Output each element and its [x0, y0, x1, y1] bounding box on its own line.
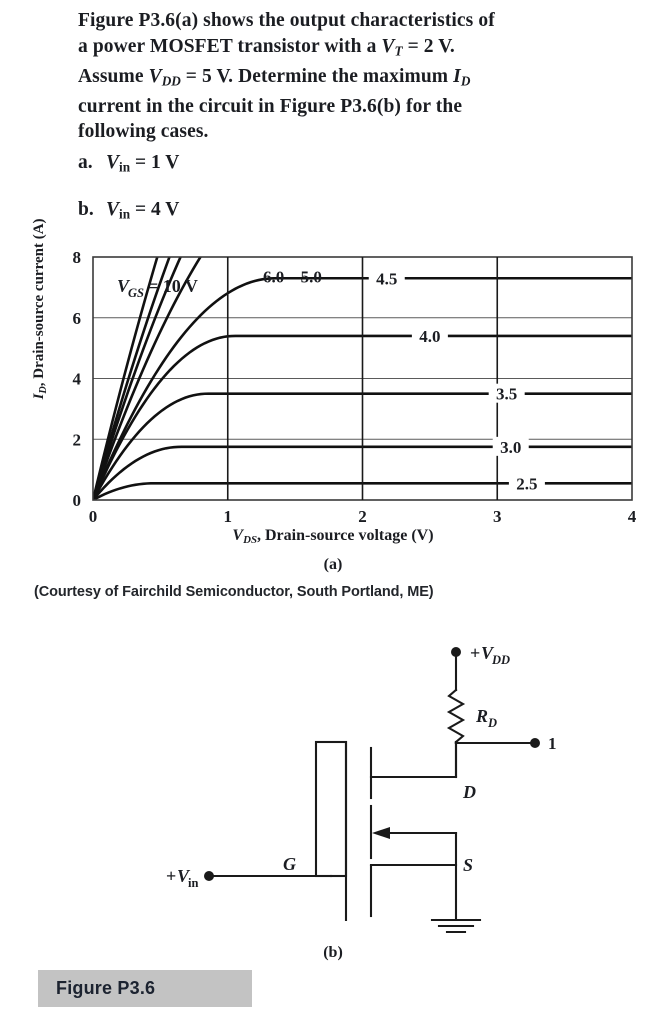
curve-label-4.0: 4.0: [419, 326, 441, 346]
xtick-label-2: 2: [358, 507, 367, 526]
x-axis-rest: , Drain-source voltage (V): [257, 527, 434, 544]
vdd-terminal-dot: [451, 647, 461, 657]
xtick-label-3: 3: [493, 507, 502, 526]
choice-a-value: = 1 V: [130, 152, 180, 173]
node1-terminal-dot: [530, 738, 540, 748]
panel-a-label: (a): [323, 556, 343, 573]
y-axis-rest: , Drain-source current (A): [31, 218, 48, 387]
curve-label-2.5: 2.5: [516, 474, 538, 494]
vdd-symbol: V: [148, 65, 162, 87]
mosfet-circuit-diagram: [0, 630, 666, 940]
chart-curve-labels: [263, 268, 545, 494]
ytick-label-6: 6: [72, 308, 81, 328]
source-terminal-label: S: [463, 855, 474, 875]
ytick-label-0: 0: [72, 491, 81, 510]
choice-a-var-sub: in: [119, 159, 131, 175]
y-axis-var-sub: D: [37, 386, 49, 394]
panel-b-label: (b): [323, 944, 343, 961]
curve-label-6.0: 6.0: [262, 267, 285, 287]
chart-credit-line: (Courtesy of Fairchild Semiconductor, South Portland, ME): [34, 584, 434, 600]
chart-ytick-labels: [73, 248, 82, 510]
rd-label-sub: D: [488, 716, 498, 730]
xtick-label-0: 0: [88, 507, 98, 526]
choice-b-var: V: [106, 198, 120, 220]
curve-label-4.5: 4.5: [376, 269, 398, 289]
id-subscript: D: [460, 73, 471, 89]
gate-box: [316, 742, 346, 876]
vin-terminal-dot: [204, 871, 214, 881]
choice-a: [78, 152, 498, 178]
vin-label-sub: in: [188, 876, 199, 890]
problem-line-3-mid: = 5 V. Determine the maximum: [180, 65, 454, 87]
vin-label-var: V: [177, 866, 190, 886]
vdd-label-var: V: [481, 643, 494, 663]
vin-label-sign: +: [166, 866, 177, 886]
problem-line-2-text: a power MOSFET transistor with a: [78, 35, 382, 57]
problem-line-5: following cases.: [78, 121, 209, 143]
id-symbol: I: [453, 65, 461, 87]
vgs-annotation-value: = 10 V: [148, 276, 198, 296]
figure-caption-text: Figure P3.6: [56, 978, 156, 998]
choice-a-letter: a.: [78, 152, 93, 173]
choice-b-letter: b.: [78, 198, 94, 220]
xtick-label-1: 1: [223, 507, 232, 526]
x-axis-var: V: [232, 527, 244, 544]
figure-caption-bar: [38, 970, 252, 1007]
drain-terminal-label: D: [463, 782, 476, 802]
x-axis-var-sub: DS: [243, 534, 257, 547]
problem-line-4: current in the circuit in Figure P3.6(b) for the: [78, 95, 463, 117]
y-axis-var: I: [31, 393, 48, 400]
chart-x-axis-label: [0, 527, 666, 546]
choice-b: [78, 199, 498, 225]
problem-statement: [78, 8, 648, 145]
chart-y-axis-label: [31, 209, 49, 409]
resistor-rd: [449, 690, 463, 742]
curve-label-3.0: 3.0: [500, 437, 522, 457]
choice-b-value: = 4 V: [130, 198, 180, 220]
problem-line-2-tail: = 2 V.: [402, 35, 455, 57]
gate-terminal-label: G: [283, 854, 296, 874]
vt-subscript: T: [394, 43, 403, 59]
vgs-annotation-subscript: GS: [128, 286, 144, 300]
vdd-label-sign: +: [470, 643, 481, 663]
choice-a-var: V: [106, 152, 120, 173]
vdd-label-sub: DD: [492, 653, 511, 667]
vgs-annotation-symbol: V: [117, 276, 130, 296]
chart-xtick-labels: [89, 507, 637, 526]
rd-label-var: R: [476, 706, 489, 726]
node1-label: 1: [548, 734, 557, 753]
xtick-label-4: 4: [627, 507, 637, 526]
problem-line-1: Figure P3.6(a) shows the output characteristics of: [78, 10, 495, 31]
curve-label-3.5: 3.5: [496, 384, 518, 404]
curve-label-5.0: 5.0: [300, 267, 322, 287]
ytick-label-2: 2: [72, 430, 81, 450]
problem-line-3-text: Assume: [78, 65, 149, 87]
vt-symbol: V: [381, 35, 395, 57]
body-arrowhead: [372, 827, 390, 839]
ytick-label-8: 8: [72, 248, 81, 267]
choices-list: [78, 152, 498, 245]
vdd-subscript: DD: [161, 73, 181, 89]
output-characteristics-chart: [0, 240, 666, 530]
ytick-label-4: 4: [72, 369, 81, 389]
choice-b-var-sub: in: [119, 206, 131, 222]
